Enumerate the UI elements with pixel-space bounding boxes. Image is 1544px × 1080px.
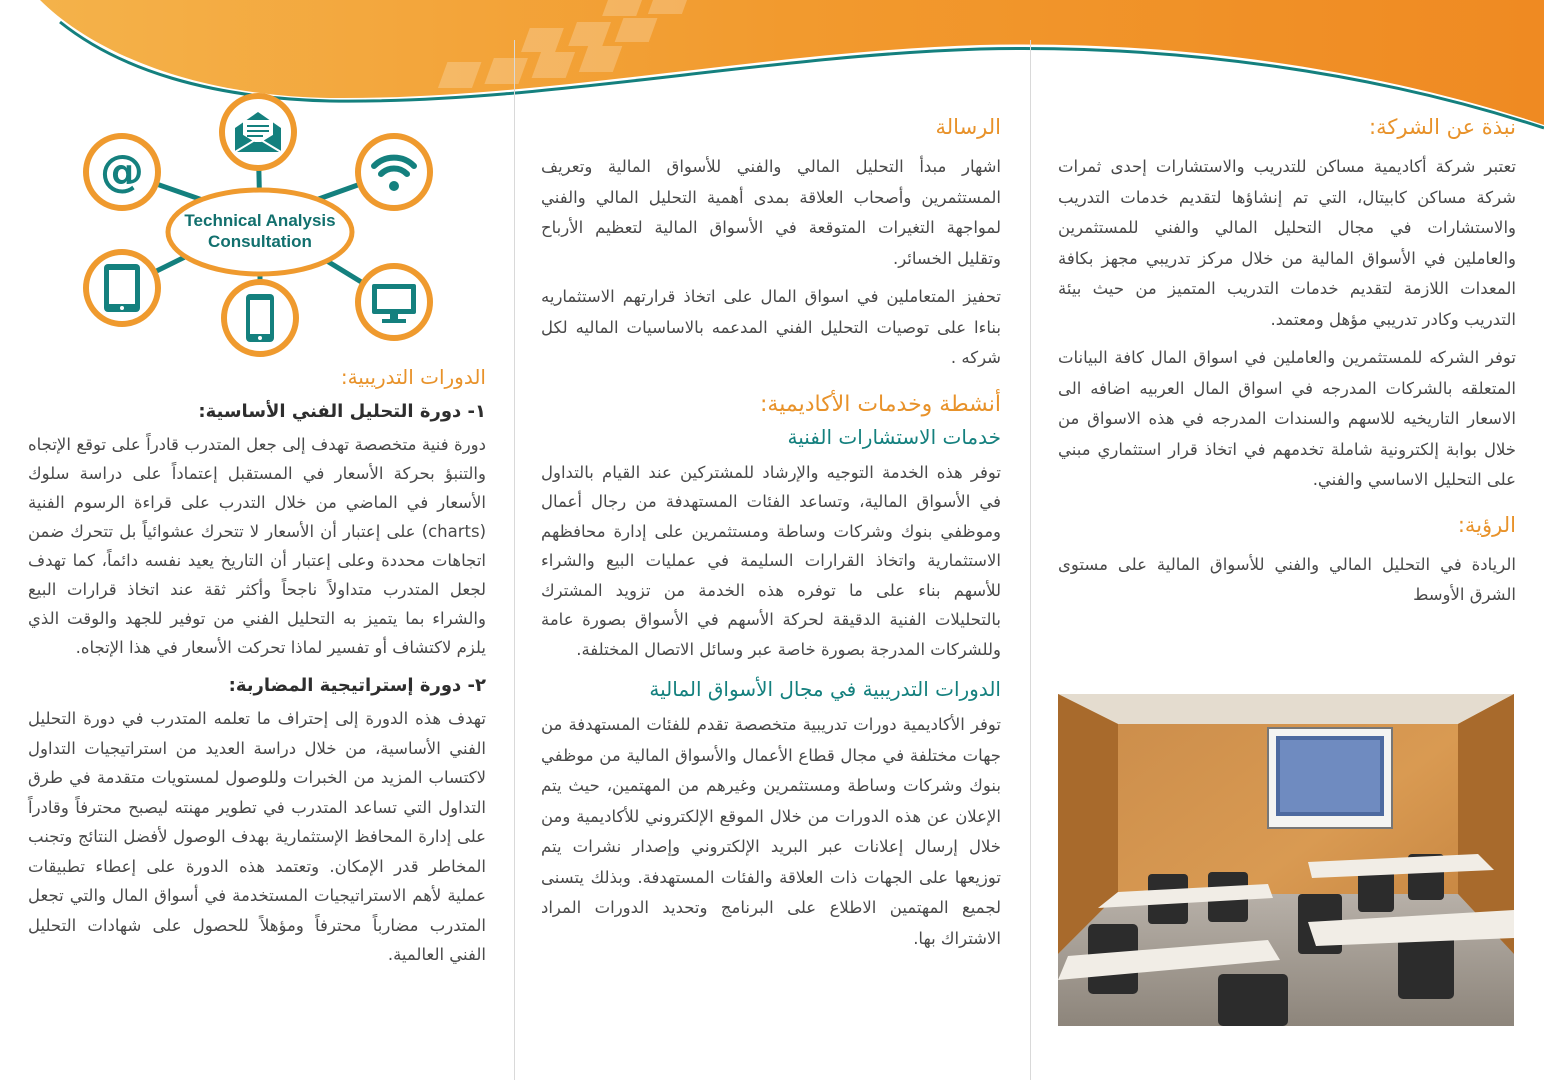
diagram-title-line1: Technical Analysis xyxy=(184,211,336,230)
at-sign-icon: @ xyxy=(100,146,144,197)
mission-heading: الرسالة xyxy=(935,115,1001,139)
courses-text: توفر الأكاديمية دورات تدريبية متخصصة تقدم للفئات المستهدفة من جهات مختلفة في مجال قطاع الأعمال والأسواق المالية من موظفي بنوك وشركات وساطة ومستثمرين وغيرهم من المهتمين، حيث يتم الإعلان عن هذه الدورات من خلال الموقع الإلكتروني للأكاديمية ومن خلال إرسال إعلانات عبر البريد الإلكتروني وإصدار نشرات يتم توزيعها على الجهات ذات العلاقة والفئات المستهدفة. وبذلك يتسنى لجميع المهتمين الاطلاع على البرنامج وتحديد الدورات المراد الاشتراك بها. xyxy=(541,715,1001,948)
consulting-heading: خدمات الاستشارات الفنية xyxy=(787,424,1001,449)
left-column xyxy=(28,362,486,978)
monitor-icon xyxy=(370,282,418,324)
wifi-icon xyxy=(370,150,418,194)
mission-paragraph-2: تحفيز المتعاملين في اسواق المال على اتخاذ قرارتهم الاستثماريه بناءا على توصيات التحليل الفني المدعمه بالاساسيات الماليه لكل شركه . xyxy=(541,287,1001,367)
course2-title: ٢- دورة إستراتيجية المضاربة: xyxy=(228,675,486,696)
course1-title: ١- دورة التحليل الفني الأساسية: xyxy=(198,401,486,422)
course2-text: تهدف هذه الدورة إلى إحتراف ما تعلمه المتدرب في دورة التحليل الفني الأساسية، من خلال دراسة العديد من استراتيجيات التداول لاكتساب المزيد من الخبرات وللوصول لمستويات متقدمة في طرق التداول التي تساعد المتدرب في تطوير مهنته ليصبح محترفاً وقادراً على إدارة المحافظ الإستثمارية بهدف الوصول لأفضل النتائج وتجنب المخاطر قدر الإمكان. وتعتمد هذه الدورة على إعطاء تطبيقات عملية لأهم الاستراتيجيات المستخدمة في أسواق المال والتي تجعل المتدرب مضارباً محترفاً ومؤهلاً للحصول على شهادات التحليل الفني العالمية. xyxy=(28,709,486,964)
email-icon xyxy=(233,110,283,154)
mission-paragraph: اشهار مبدأ التحليل المالي والفني للأسواق المالية وتعريف المستثمرين وأصحاب العلاقة بمدى أهمية التحليل المالي والفني لمواجهة التغيرات المتوقعة في الأسواق المالية لتعظيم الأرباح وتقليل الخسائر. xyxy=(541,157,1001,268)
consulting-text: توفر هذه الخدمة التوجيه والإرشاد للمشتركين عند القيام بالتداول في الأسواق المالية، وتساعد الفئات المستهدفة من رجال أعمال وموظفي بنوك وشركات وساطة ومستثمرين على إدارة محافظهم الاستثمارية واتخاذ القرارات السليمة في عمليات البيع والشراء للأسهم بناء على ما توفره هذه الخدمة من تزويد المشترك بالتحليلات الفنية الدقيقة لحركة الأسهم في الأسواق بصورة عامة وللشركات المدرجة بصورة خاصة عبر وسائل الاتصال المختلفة. xyxy=(541,462,1001,659)
smartphone-icon xyxy=(244,292,276,344)
about-heading: نبذة عن الشركة: xyxy=(1369,115,1516,139)
course1-text: دورة فنية متخصصة تهدف إلى جعل المتدرب قادراً على توقع الإتجاه والتنبؤ بحركة الأسعار في المستقبل إعتماداً على دراسة سلوك الأسعار في الماضي من خلال التدرب على قراءة الرسوم الفنية (charts) على إعتبار أن الأسعار لا تتحرك عشوائياً بل تتحرك ضمن اتجاهات محددة وعلى إعتبار أن التاريخ يعيد نفسه دائماً، كما تهدف لجعل المتدرب متداولاً ناجحاً وأكثر ثقة عند اتخاذ قرارات البيع والشراء بما يتميز به التحليل الفني من توفير للجهد والوقت الذي يلزم لاكتشاف أو تفسير لماذا تحركت الأسعار في هذا الإتجاه. xyxy=(28,435,486,657)
right-column xyxy=(1058,112,1516,619)
technical-analysis-diagram xyxy=(80,92,440,362)
column-divider xyxy=(1030,40,1031,1080)
diagram-title-line2: Consultation xyxy=(208,232,312,251)
activities-heading: أنشطة وخدمات الأكاديمية: xyxy=(760,391,1001,417)
column-divider xyxy=(514,40,515,1080)
vision-text: الريادة في التحليل المالي والفني للأسواق المالية على مستوى الشرق الأوسط xyxy=(1058,554,1516,604)
middle-column xyxy=(541,112,1001,962)
tablet-icon xyxy=(102,262,142,314)
about-paragraph-2: توفر الشركه للمستثمرين والعاملين في اسواق المال كافة البيانات المتعلقه بالشركات المدرجه في اسواق المال العربيه اضافه الى الاسعار التاريخيه للاسهم والسندات المدرجه في هذه الاسواق من خلال بوابة إلكترونية شاملة تخدمهم في اتخاذ قرار استثماري مبني على التحليل الاساسي والفني. xyxy=(1058,348,1516,489)
about-paragraph: تعتبر شركة أكاديمية مساكن للتدريب والاستشارات إحدى ثمرات شركة مساكن كابيتال، التي تم إنشاؤها لتقديم خدمات التدريب والاستشارات في مجال التحليل المالي والفني للمستثمرين والعاملين في الأسواق المالية من خلال مركز تدريبي مجهز بكافة المعدات اللازمة لتقديم خدمات التدريب المتميز من حيث بيئة التدريب وكادر تدريبي مؤهل ومعتمد. xyxy=(1058,157,1516,329)
courses-list-heading: الدورات التدريبية: xyxy=(340,365,486,389)
classroom-photo xyxy=(1058,694,1514,1026)
courses-heading: الدورات التدريبية في مجال الأسواق المالية xyxy=(649,677,1001,701)
vision-heading: الرؤية: xyxy=(1457,512,1516,537)
